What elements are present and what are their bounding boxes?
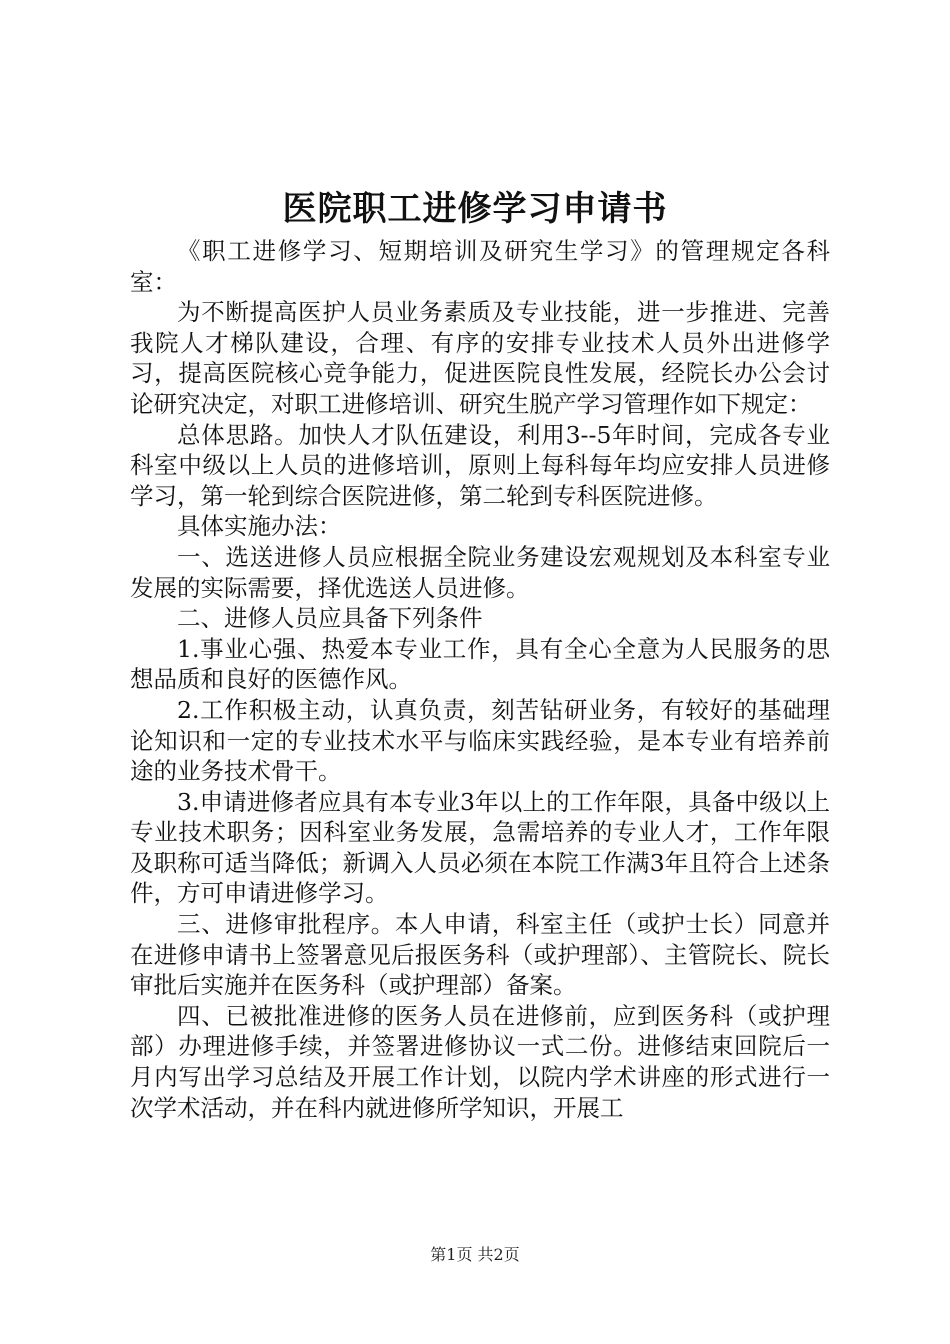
paragraph-section-two: 二、进修人员应具备下列条件 bbox=[177, 604, 483, 633]
paragraph-heading-line: 《职工进修学习、短期培训及研究生学习》的管理规定各科室： bbox=[130, 237, 830, 296]
document-title: 医院职工进修学习申请书 bbox=[282, 189, 668, 229]
paragraph-intro: 为不断提高医护人员业务素质及专业技能，进一步推进、完善我院人才梯队建设，合理、有序的安排专业技术人员外出进修学习，提高医院核心竞争能力，促进医院良性发展，经院长办公会讨论研究决定，对职工进修培训、研究生脱产学习管理作如下规定： bbox=[130, 298, 830, 418]
paragraph-implementation-heading: 具体实施办法： bbox=[177, 512, 342, 541]
page-footer: 第1页 共2页 bbox=[430, 1245, 520, 1264]
paragraph-section-four: 四、已被批准进修的医务人员在进修前，应到医务科（或护理部）办理进修手续，并签署进修协议一式二份。进修结束回院后一月内写出学习总结及开展工作计划，以院内学术讲座的形式进行一次学术活动，并在科内就进修所学知识，开展工 bbox=[130, 1001, 830, 1122]
paragraph-condition-2: 2.工作积极主动，认真负责，刻苦钻研业务，有较好的基础理论知识和一定的专业技术水平与临床实践经验，是本专业有培养前途的业务技术骨干。 bbox=[130, 695, 830, 786]
paragraph-condition-3: 3.申请进修者应具有本专业3年以上的工作年限，具备中级以上专业技术职务；因科室业务发展，急需培养的专业人才，工作年限及职称可适当降低；新调入人员必须在本院工作满3年且符合上述条件，方可申请进修学习。 bbox=[130, 787, 830, 908]
paragraph-general-idea: 总体思路。加快人才队伍建设，利用3--5年时间，完成各专业科室中级以上人员的进修培训，原则上每科每年均应安排人员进修学习，第一轮到综合医院进修，第二轮到专科医院进修。 bbox=[130, 420, 830, 510]
paragraph-section-one: 一、选送进修人员应根据全院业务建设宏观规划及本科室专业发展的实际需要，择优选送人员进修。 bbox=[130, 542, 830, 602]
paragraph-section-three: 三、进修审批程序。本人申请，科室主任（或护士长）同意并在进修申请书上签署意见后报医务科（或护理部）、主管院长、院长审批后实施并在医务科（或护理部）备案。 bbox=[130, 910, 830, 1000]
document-body bbox=[130, 236, 830, 1123]
paragraph-condition-1: 1.事业心强、热爱本专业工作，具有全心全意为人民服务的思想品质和良好的医德作风。 bbox=[130, 634, 830, 694]
